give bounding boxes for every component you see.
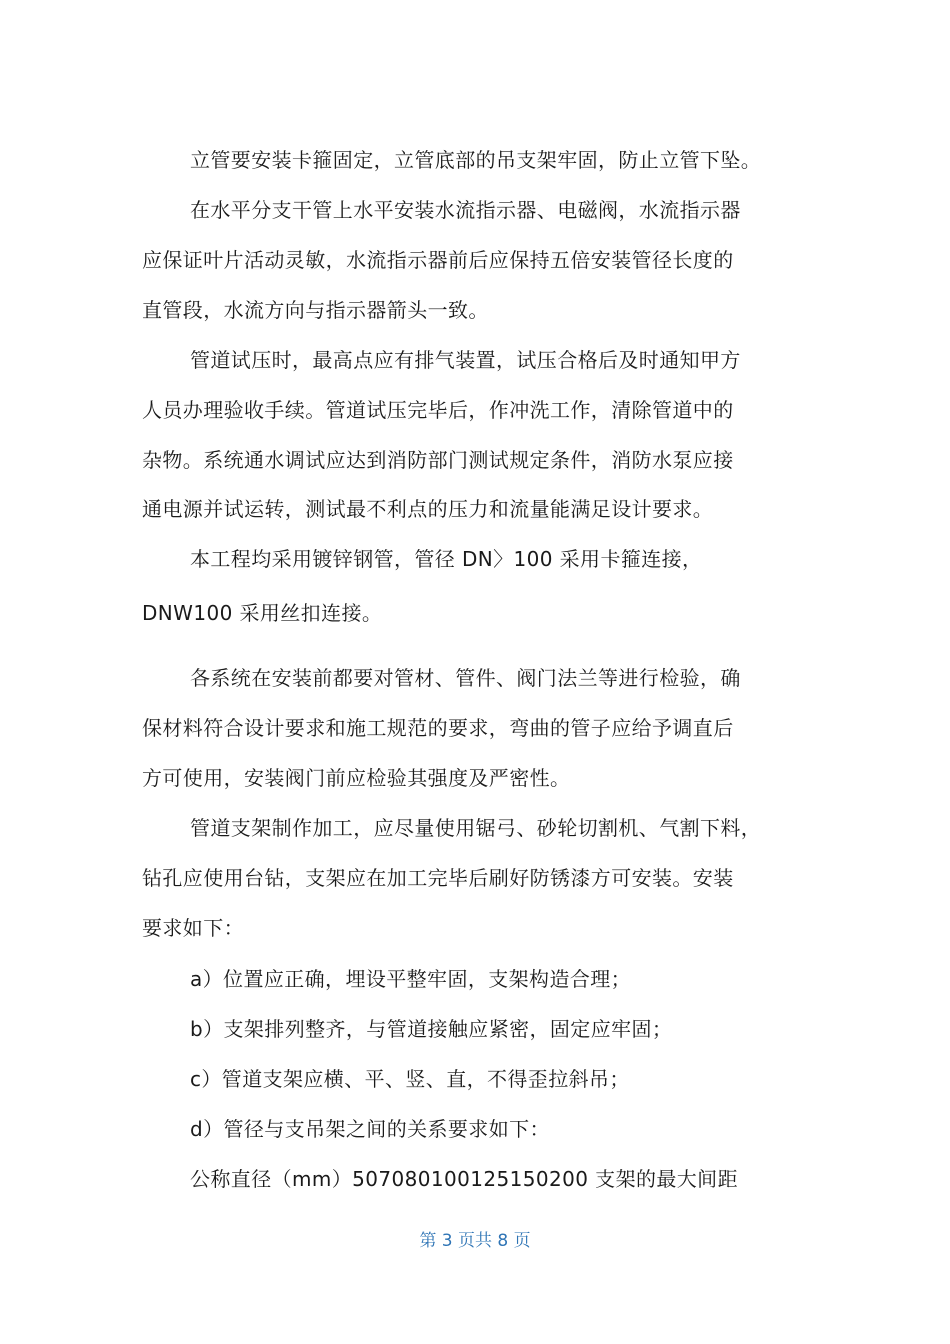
page-footer: 第 3 页共 8 页	[419, 1231, 531, 1251]
paragraph-line: 在水平分支干管上水平安装水流指示器、电磁阀，水流指示器	[190, 198, 741, 222]
paragraph-line: DNW100 采用丝扣连接。	[142, 601, 383, 625]
paragraph-line: 管道试压时，最高点应有排气装置，试压合格后及时通知甲方	[190, 348, 741, 372]
list-item: c）管道支架应横、平、竖、直，不得歪拉斜吊；	[190, 1067, 630, 1091]
list-item: a）位置应正确，埋设平整牢固，支架构造合理；	[190, 967, 632, 991]
list-item: d）管径与支吊架之间的关系要求如下：	[190, 1117, 550, 1141]
paragraph-line: 通电源并试运转，测试最不利点的压力和流量能满足设计要求。	[142, 497, 714, 521]
paragraph-line: 人员办理验收手续。管道试压完毕后，作冲洗工作，清除管道中的	[142, 398, 734, 422]
paragraph-line: 本工程均采用镀锌钢管，管径 DN〉100 采用卡箍连接，	[190, 547, 703, 571]
paragraph-line: 方可使用，安装阀门前应检验其强度及严密性。	[142, 766, 571, 790]
paragraph-line: 要求如下：	[142, 916, 244, 940]
paragraph-line: 公称直径（mm）507080100125150200 支架的最大间距	[190, 1167, 738, 1191]
paragraph-line: 保材料符合设计要求和施工规范的要求，弯曲的管子应给予调直后	[142, 716, 734, 740]
paragraph-line: 直管段，水流方向与指示器箭头一致。	[142, 298, 489, 322]
paragraph-line: 各系统在安装前都要对管材、管件、阀门法兰等进行检验，确	[190, 666, 741, 690]
paragraph-line: 立管要安装卡箍固定，立管底部的吊支架牢固，防止立管下坠。	[190, 148, 762, 172]
paragraph-line: 钻孔应使用台钻，支架应在加工完毕后刷好防锈漆方可安装。安装	[142, 866, 734, 890]
paragraph-line: 杂物。系统通水调试应达到消防部门测试规定条件，消防水泵应接	[142, 448, 734, 472]
paragraph-line: 管道支架制作加工，应尽量使用锯弓、砂轮切割机、气割下料，	[190, 816, 762, 840]
paragraph-line: 应保证叶片活动灵敏，水流指示器前后应保持五倍安装管径长度的	[142, 248, 734, 272]
list-item: b）支架排列整齐，与管道接触应紧密，固定应牢固；	[190, 1017, 673, 1041]
